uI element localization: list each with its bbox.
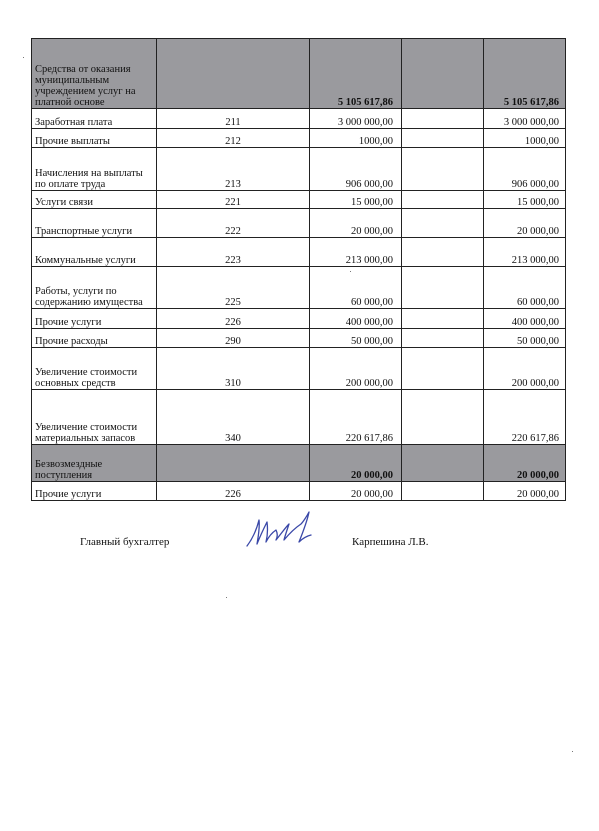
scan-speck — [350, 271, 351, 272]
table-row — [32, 390, 566, 445]
row-total: 20 000,00 — [484, 482, 566, 501]
row-empty-cell — [402, 39, 484, 109]
row-empty-cell — [402, 267, 484, 309]
row-code: 221 — [157, 191, 310, 209]
row-total: 20 000,00 — [484, 445, 566, 482]
row-amount: 1000,00 — [310, 129, 402, 148]
table-row — [32, 348, 566, 390]
row-code: 212 — [157, 129, 310, 148]
row-amount: 15 000,00 — [310, 191, 402, 209]
row-code: 225 — [157, 267, 310, 309]
row-code: 223 — [157, 238, 310, 267]
table-row — [32, 148, 566, 191]
scan-speck — [226, 597, 227, 598]
row-name: Прочие услуги — [32, 482, 157, 501]
row-total: 220 617,86 — [484, 390, 566, 445]
row-code — [157, 39, 310, 109]
table-row — [32, 238, 566, 267]
row-empty-cell — [402, 390, 484, 445]
row-name: Безвозмездные поступления — [32, 445, 157, 482]
scan-speck — [572, 751, 573, 752]
table-row — [32, 191, 566, 209]
row-name: Работы, услуги по содержанию имущества — [32, 267, 157, 309]
row-amount: 200 000,00 — [310, 348, 402, 390]
accountant-name: Карпешина Л.В. — [352, 536, 429, 548]
row-total: 213 000,00 — [484, 238, 566, 267]
row-name: Услуги связи — [32, 191, 157, 209]
row-total: 400 000,00 — [484, 309, 566, 329]
chief-accountant-title: Главный бухгалтер — [80, 536, 170, 548]
table-row — [32, 445, 566, 482]
row-name: Прочие выплаты — [32, 129, 157, 148]
row-code: 222 — [157, 209, 310, 238]
row-name: Увеличение стоимости материальных запасов — [32, 390, 157, 445]
row-code: 211 — [157, 109, 310, 129]
row-code: 340 — [157, 390, 310, 445]
row-empty-cell — [402, 129, 484, 148]
row-name: Средства от оказания муниципальным учреждением услуг на платной основе — [32, 39, 157, 109]
row-amount: 220 617,86 — [310, 390, 402, 445]
row-name: Увеличение стоимости основных средств — [32, 348, 157, 390]
table-row — [32, 109, 566, 129]
row-amount: 60 000,00 — [310, 267, 402, 309]
row-amount: 213 000,00 — [310, 238, 402, 267]
row-name: Заработная плата — [32, 109, 157, 129]
row-empty-cell — [402, 348, 484, 390]
row-code: 310 — [157, 348, 310, 390]
table-row — [32, 129, 566, 148]
table-row — [32, 329, 566, 348]
row-name: Коммунальные услуги — [32, 238, 157, 267]
row-code: 226 — [157, 309, 310, 329]
row-empty-cell — [402, 238, 484, 267]
row-amount: 5 105 617,86 — [310, 39, 402, 109]
row-empty-cell — [402, 209, 484, 238]
row-total: 1000,00 — [484, 129, 566, 148]
row-name: Транспортные услуги — [32, 209, 157, 238]
row-total: 5 105 617,86 — [484, 39, 566, 109]
row-total: 200 000,00 — [484, 348, 566, 390]
row-total: 3 000 000,00 — [484, 109, 566, 129]
row-empty-cell — [402, 329, 484, 348]
row-code: 213 — [157, 148, 310, 191]
table-row — [32, 309, 566, 329]
row-amount: 400 000,00 — [310, 309, 402, 329]
table-row — [32, 482, 566, 501]
row-name: Прочие услуги — [32, 309, 157, 329]
row-total: 50 000,00 — [484, 329, 566, 348]
row-empty-cell — [402, 191, 484, 209]
row-empty-cell — [402, 482, 484, 501]
row-name: Начисления на выплаты по оплате труда — [32, 148, 157, 191]
row-code: 290 — [157, 329, 310, 348]
table-row — [32, 39, 566, 109]
row-total: 906 000,00 — [484, 148, 566, 191]
row-empty-cell — [402, 309, 484, 329]
row-name: Прочие расходы — [32, 329, 157, 348]
row-amount: 20 000,00 — [310, 445, 402, 482]
row-amount: 906 000,00 — [310, 148, 402, 191]
row-empty-cell — [402, 148, 484, 191]
row-total: 15 000,00 — [484, 191, 566, 209]
scan-speck — [23, 57, 24, 58]
row-code — [157, 445, 310, 482]
handwritten-signature — [243, 508, 323, 552]
row-code: 226 — [157, 482, 310, 501]
row-total: 60 000,00 — [484, 267, 566, 309]
table-row — [32, 267, 566, 309]
row-amount: 3 000 000,00 — [310, 109, 402, 129]
budget-table — [31, 38, 566, 501]
row-total: 20 000,00 — [484, 209, 566, 238]
row-amount: 50 000,00 — [310, 329, 402, 348]
row-empty-cell — [402, 109, 484, 129]
table-row — [32, 209, 566, 238]
row-amount: 20 000,00 — [310, 482, 402, 501]
row-amount: 20 000,00 — [310, 209, 402, 238]
row-empty-cell — [402, 445, 484, 482]
